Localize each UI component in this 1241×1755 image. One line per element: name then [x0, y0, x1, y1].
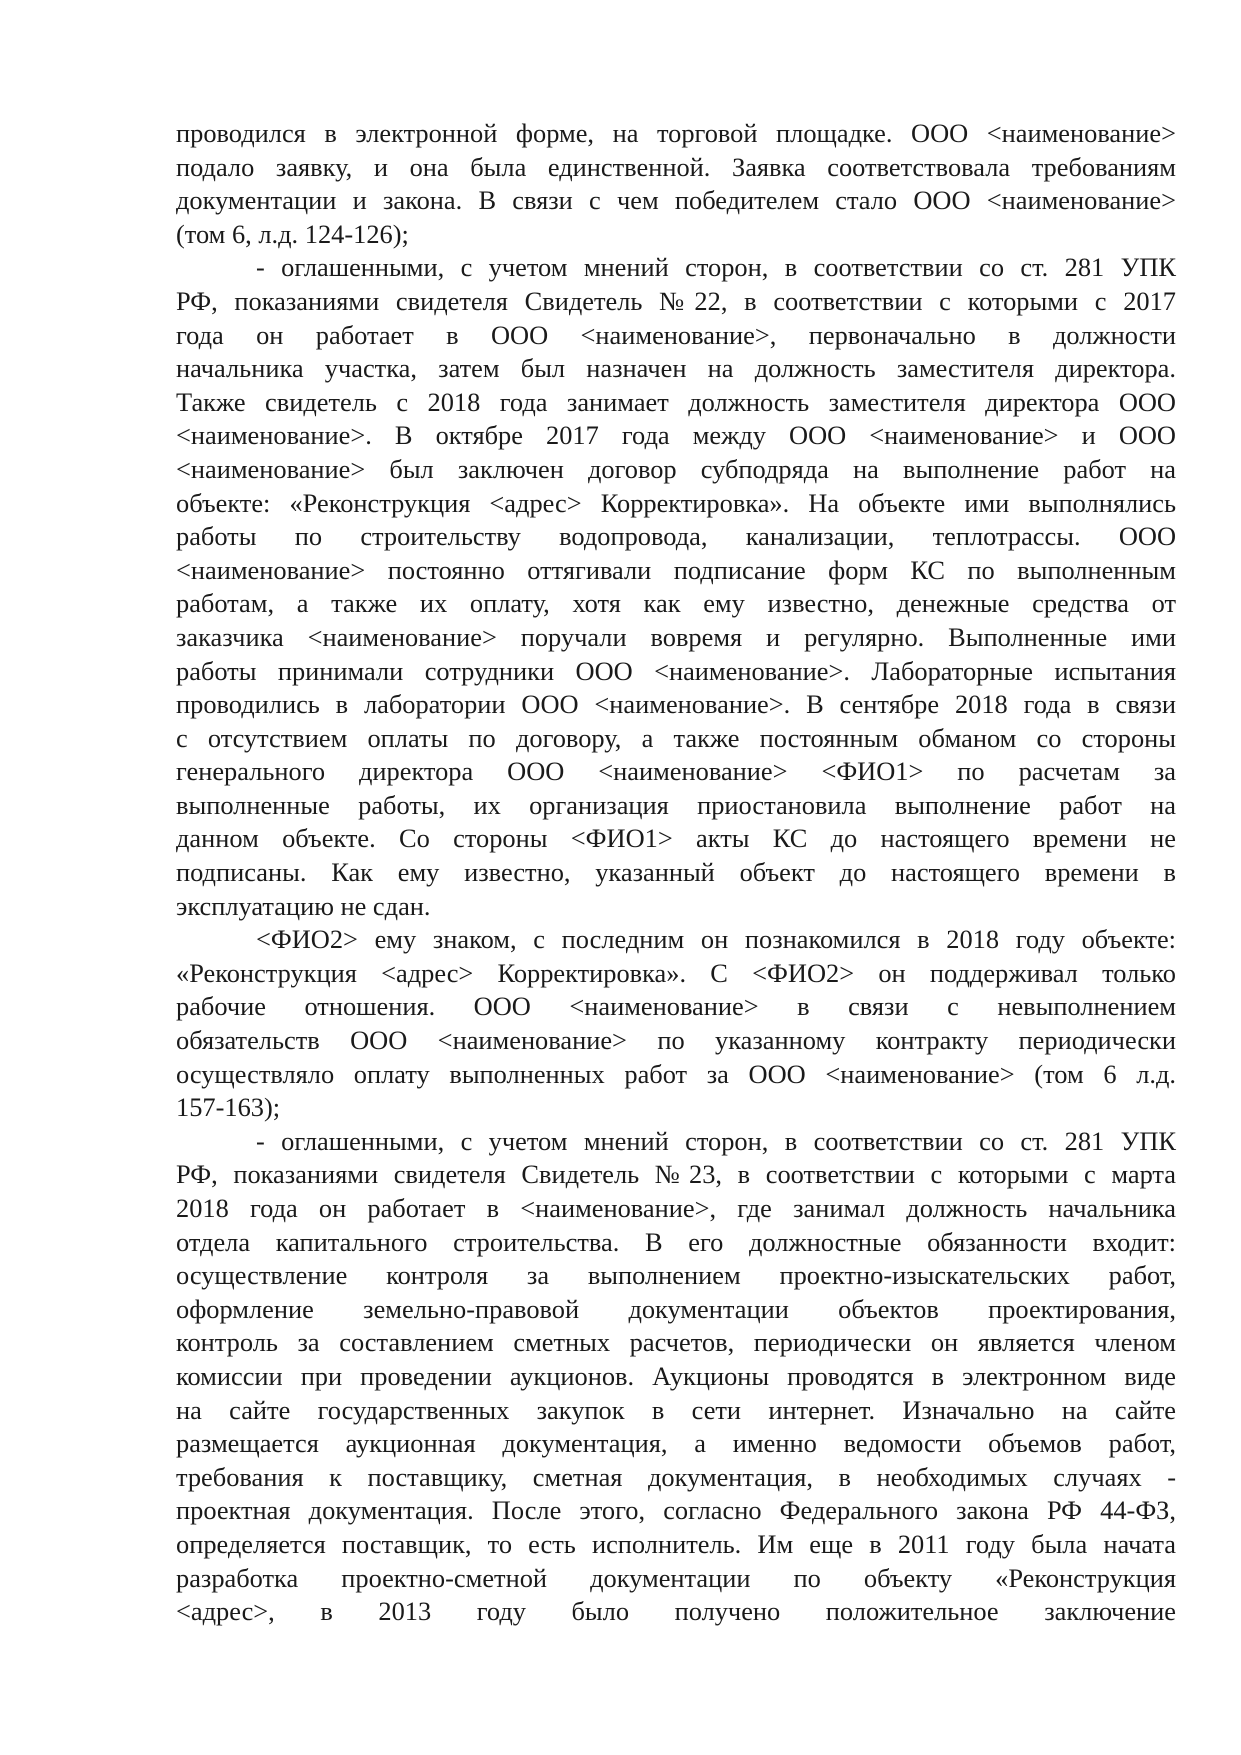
text-line: года он работает в ООО <наименование>, первоначально в должности	[176, 319, 1176, 350]
text-line: РФ, показаниями свидетеля Свидетель №22, в соответствии с которыми с 2017	[176, 285, 1176, 316]
text-line: оформление земельно-правовой документации объектов проектирования,	[176, 1293, 1176, 1324]
text-line: проводились в лаборатории ООО <наименование>. В сентябре 2018 года в связи	[176, 689, 1176, 720]
text-line: работы принимали сотрудники ООО <наименование>. Лабораторные испытания	[176, 655, 1176, 686]
text-line: рабочие отношения. ООО <наименование> в связи с невыполнением	[176, 991, 1176, 1022]
text-line: работам, а также их оплату, хотя как ему известно, денежные средства от	[176, 588, 1176, 619]
text-line: осуществляло оплату выполненных работ за ООО <наименование> (том 6 л.д.	[176, 1058, 1176, 1089]
text-line: объекте: «Реконструкция <адрес> Корректировка». На объекте ими выполнялись	[176, 487, 1176, 518]
text-line: «Реконструкция <адрес> Корректировка». С <ФИО2> он поддерживал только	[176, 957, 1176, 988]
text-line: генерального директора ООО <наименование> <ФИО1> по расчетам за	[176, 756, 1176, 787]
text-line: обязательств ООО <наименование> по указанному контракту периодически	[176, 1025, 1176, 1056]
text-line: данном объекте. Со стороны <ФИО1> акты КС до настоящего времени не	[176, 823, 1176, 854]
text-line: проектная документация. После этого, согласно Федерального закона РФ 44-ФЗ,	[176, 1495, 1176, 1526]
text-line: РФ, показаниями свидетеля Свидетель №23, в соответствии с которыми с марта	[176, 1159, 1176, 1190]
text-line: заказчика <наименование> поручали вовремя и регулярно. Выполненные ими	[176, 621, 1176, 652]
text-line: (том 6, л.д. 124-126);	[176, 218, 409, 249]
document-page	[176, 117, 1176, 1629]
text-line: подало заявку, и она была единственной. Заявка соответствовала требованиям	[176, 151, 1176, 182]
text-line: - оглашенными, с учетом мнений сторон, в соответствии со ст. 281 УПК	[256, 252, 1176, 283]
text-line: 2018 года он работает в <наименование>, где занимал должность начальника	[176, 1193, 1176, 1223]
text-line: <наименование> был заключен договор субподряда на выполнение работ на	[176, 453, 1176, 484]
text-line: <наименование>. В октябре 2017 года между ООО <наименование> и ООО	[176, 420, 1176, 451]
text-line: <наименование> постоянно оттягивали подписание форм КС по выполненным	[176, 554, 1176, 585]
text-line: 157-163);	[176, 1092, 281, 1123]
text-line: начальника участка, затем был назначен на должность заместителя директора.	[176, 353, 1176, 384]
text-line: отдела капитального строительства. В его должностные обязанности входит:	[176, 1226, 1176, 1257]
text-line: размещается аукционная документация, а именно ведомости объемов работ,	[176, 1428, 1176, 1459]
text-line: с отсутствием оплаты по договору, а также постоянным обманом со стороны	[176, 722, 1176, 753]
text-line: <адрес>, в 2013 году было получено положительное заключение	[176, 1596, 1176, 1627]
text-line: выполненные работы, их организация приостановила выполнение работ на	[176, 789, 1176, 820]
text-line: на сайте государственных закупок в сети интернет. Изначально на сайте	[176, 1394, 1176, 1425]
text-line: комиссии при проведении аукционов. Аукционы проводятся в электронном виде	[176, 1360, 1176, 1391]
text-line: проводился в электронной форме, на торговой площадке. ООО <наименование>	[176, 118, 1176, 148]
text-line: <ФИО2> ему знаком, с последним он познакомился в 2018 году объекте:	[256, 924, 1176, 955]
text-line: контроль за составлением сметных расчетов, периодически он является членом	[176, 1327, 1176, 1358]
text-line: Также свидетель с 2018 года занимает должность заместителя директора ООО	[176, 386, 1176, 417]
text-line: работы по строительству водопровода, канализации, теплотрассы. ООО	[176, 521, 1176, 552]
text-line: осуществление контроля за выполнением проектно-изыскательских работ,	[176, 1260, 1176, 1291]
text-line: разработка проектно-сметной документации по объекту «Реконструкция	[176, 1562, 1176, 1593]
text-line: эксплуатацию не сдан.	[176, 890, 431, 921]
text-line: требования к поставщику, сметная документация, в необходимых случаях -	[176, 1461, 1176, 1492]
text-line: подписаны. Как ему известно, указанный объект до настоящего времени в	[176, 857, 1176, 888]
text-line: документации и закона. В связи с чем победителем стало ООО <наименование>	[176, 185, 1176, 216]
text-line: определяется поставщик, то есть исполнитель. Им еще в 2011 году была начата	[176, 1528, 1176, 1559]
text-line: - оглашенными, с учетом мнений сторон, в соответствии со ст. 281 УПК	[256, 1125, 1176, 1156]
